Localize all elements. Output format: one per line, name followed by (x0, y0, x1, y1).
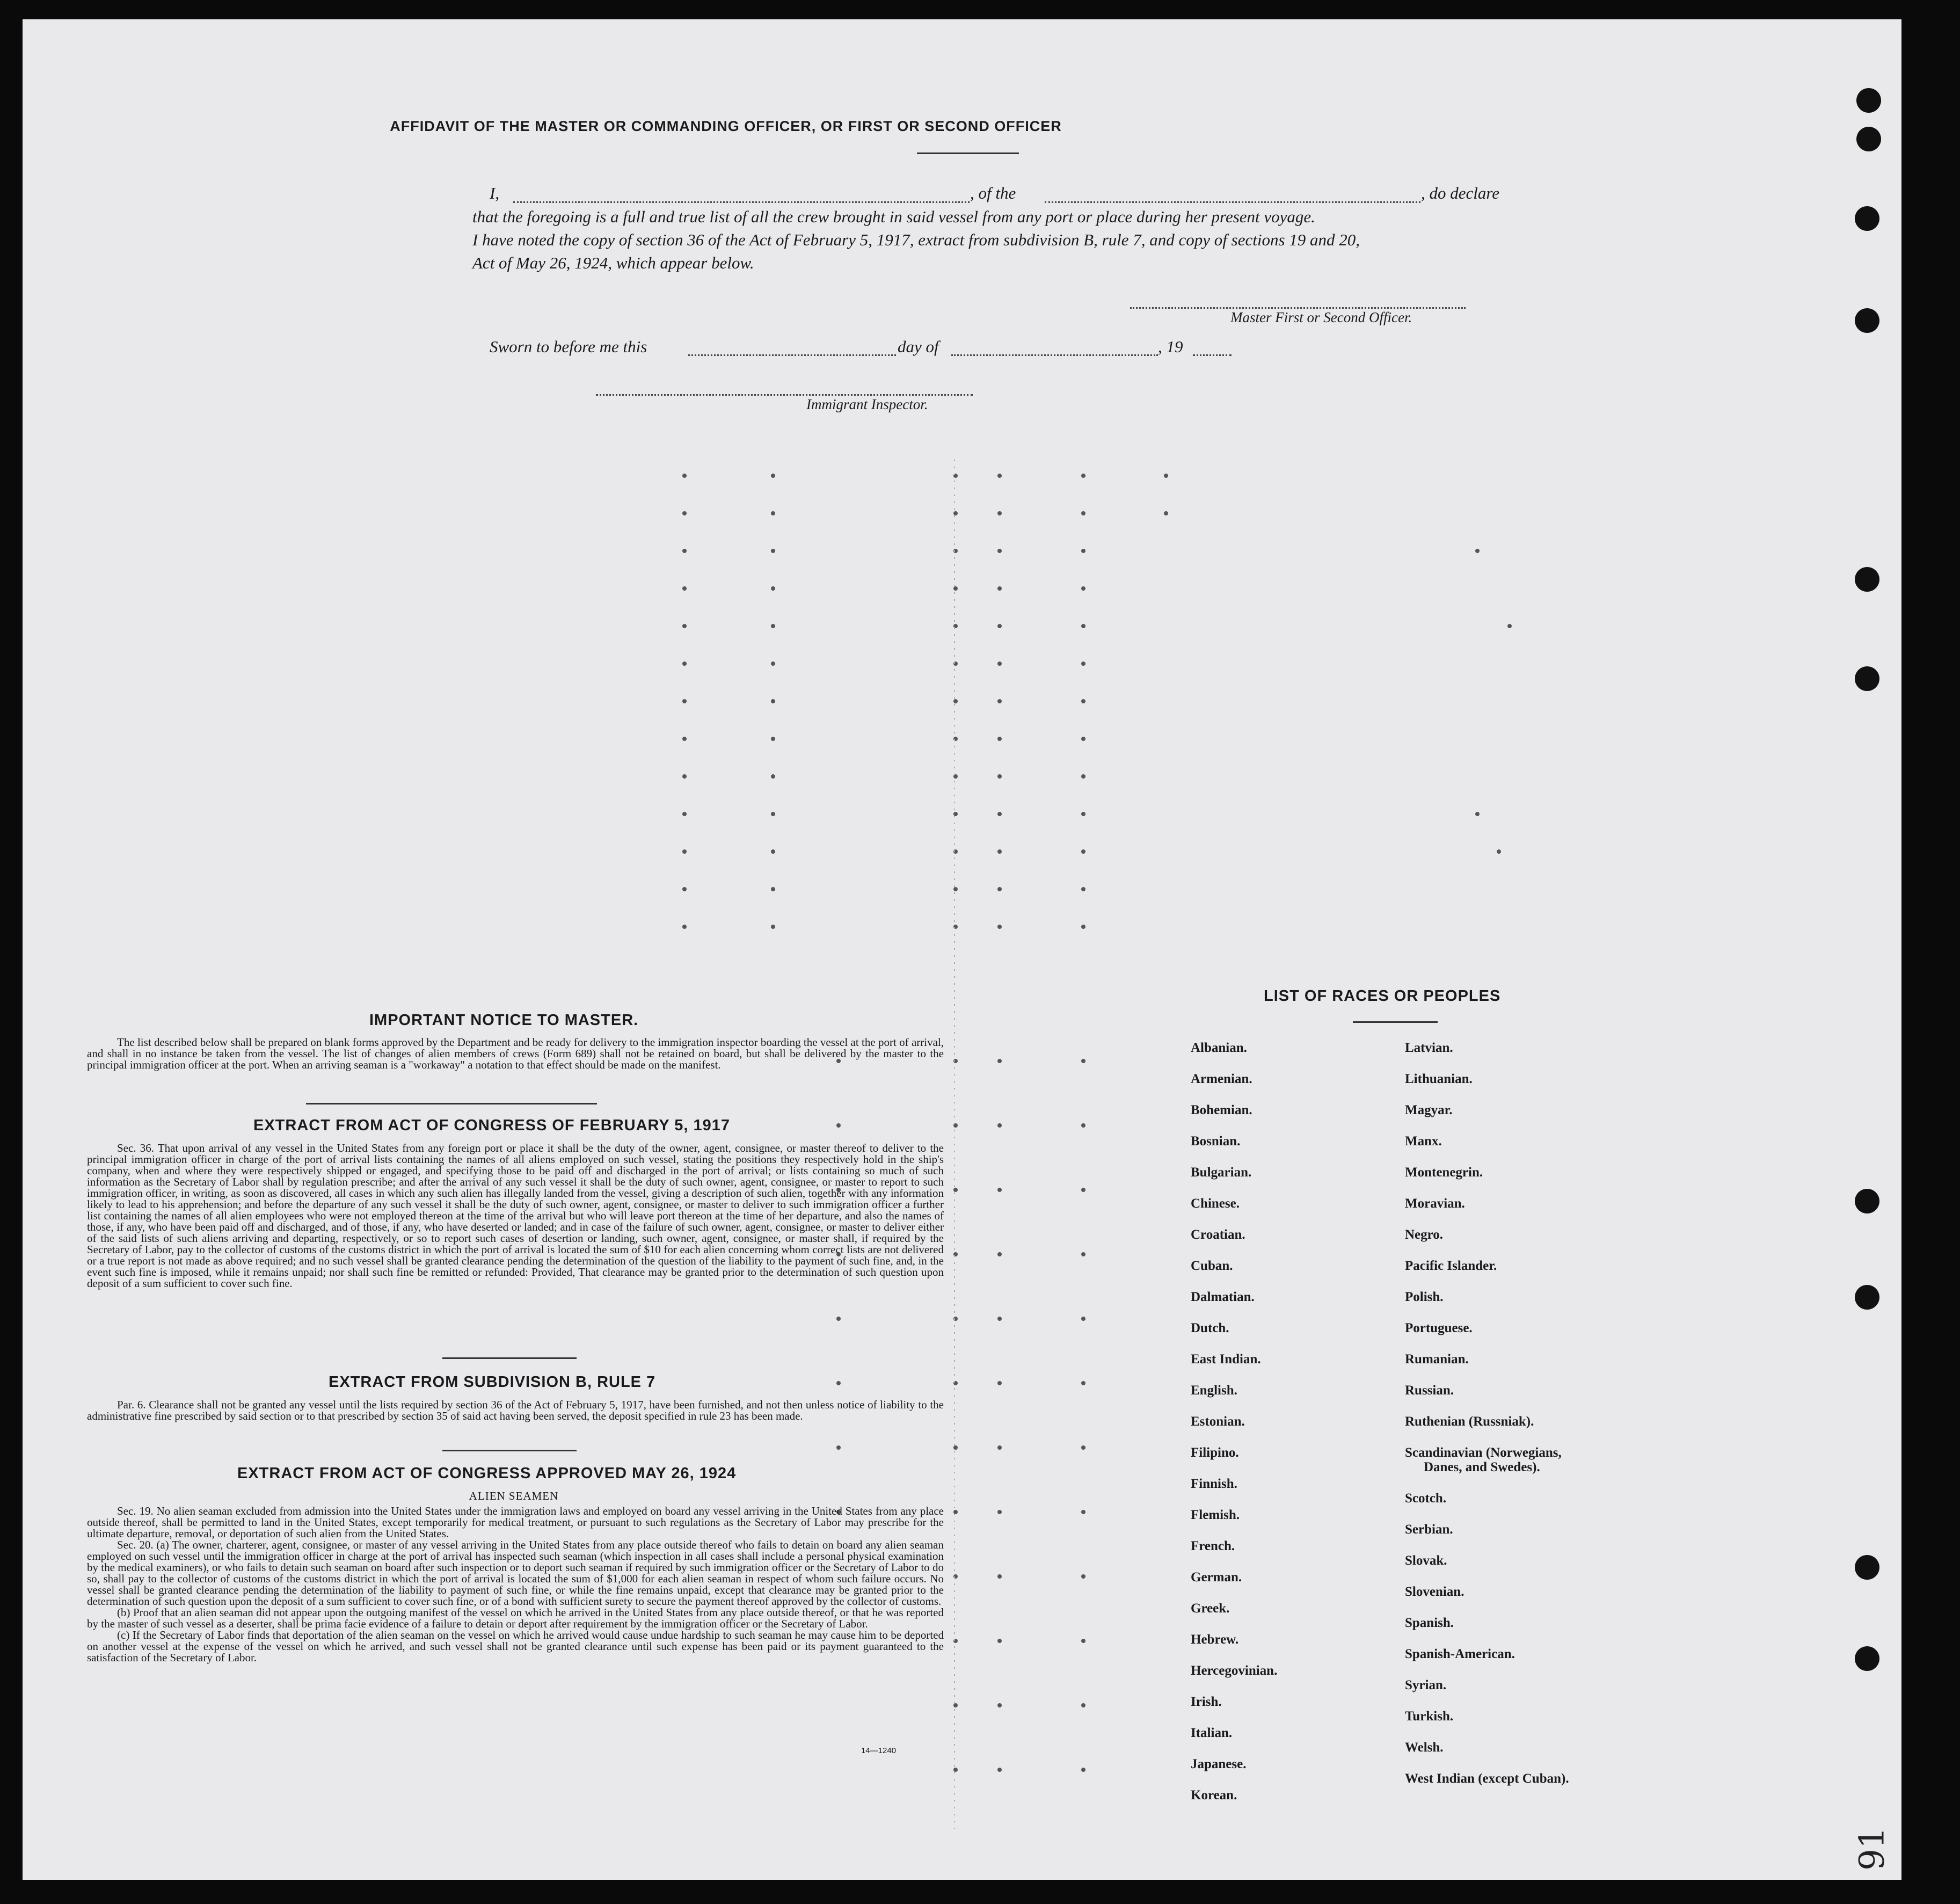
race-item: Chinese. (1191, 1196, 1240, 1211)
extract-1924-title: EXTRACT FROM ACT OF CONGRESS APPROVED MAY 26, 1924 (237, 1465, 737, 1482)
punch-hole (1855, 666, 1879, 691)
sworn-year-field[interactable] (1193, 354, 1232, 356)
race-item: West Indian (except Cuban). (1405, 1771, 1569, 1786)
race-item: Turkish. (1405, 1709, 1454, 1724)
race-item: French. (1191, 1539, 1235, 1553)
race-item: Bohemian. (1191, 1103, 1252, 1117)
inspector-signature-label: Immigrant Inspector. (806, 396, 928, 412)
race-item: Flemish. (1191, 1508, 1240, 1522)
sworn-month-field[interactable] (951, 354, 1158, 356)
race-item: Dutch. (1191, 1321, 1229, 1335)
sworn-day-field[interactable] (688, 354, 896, 356)
sec20c-text: (c) If the Secretary of Labor finds that deportation of the alien seaman on the vessel on which he arrived would cause undue hardship to such seaman he may cause him to be deported on another vessel at the expense of the vessel on which he arrived, and such vessel shall not be granted clearance until such expense has been paid or its payment guaranteed to the satisfaction of the Secretary of Labor. (87, 1629, 944, 1664)
race-item: Korean. (1191, 1788, 1237, 1803)
race-item: Montenegrin. (1405, 1165, 1483, 1180)
race-item: Negro. (1405, 1227, 1444, 1242)
sworn-label: Sworn to before me this (490, 337, 647, 356)
punch-hole (1855, 1285, 1879, 1310)
vessel-name-field[interactable] (1045, 201, 1420, 203)
margin-handwritten-number: 91 (1852, 1827, 1892, 1871)
race-item: Bosnian. (1191, 1134, 1241, 1149)
race-item: Latvian. (1405, 1041, 1453, 1055)
race-item: Slovak. (1405, 1553, 1447, 1568)
affidavit-line2: that the foregoing is a full and true list of all the crew brought in said vessel from any port or place during her present voyage. (472, 207, 1315, 226)
form-number: 14—1240 (861, 1746, 897, 1755)
affidavit-line1 (490, 184, 1520, 205)
year-label: , 19 (1158, 337, 1183, 356)
race-item: Slovenian. (1405, 1585, 1464, 1599)
race-item: Russian. (1405, 1383, 1454, 1398)
race-item: Portuguese. (1405, 1321, 1473, 1335)
race-item: Armenian. (1191, 1072, 1252, 1086)
extract-1924-subtitle: ALIEN SEAMEN (469, 1489, 559, 1502)
punch-hole (1855, 1189, 1879, 1213)
race-item: English. (1191, 1383, 1237, 1398)
rule7-title: EXTRACT FROM SUBDIVISION B, RULE 7 (329, 1374, 656, 1391)
race-item: Estonian. (1191, 1414, 1245, 1429)
of-the-label: , of the (970, 184, 1016, 202)
race-item: Moravian. (1405, 1196, 1465, 1211)
punch-hole (1856, 127, 1881, 151)
race-item: Albanian. (1191, 1041, 1247, 1055)
race-item: Filipino. (1191, 1445, 1239, 1460)
races-divider (1353, 1021, 1438, 1023)
sworn-line (490, 337, 1295, 359)
sec20a-text: Sec. 20. (a) The owner, charterer, agent, consignee, or master of any vessel arriving in the United States from any place outside thereof who fails to detain on board any alien seaman employed on such vessel until the immigration officer in charge at the port of arrival has inspected such seaman (which inspection in all cases shall include a personal physical examination by the medical examiners), or who fails to detain such seaman on board after such inspection or to deport such seaman if required by such immigration officer or the Secretary of Labor to do so, shall pay to the collector of customs of the customs district in which the port of arrival is located the sum of $1,000 for each alien seaman in respect of whom such failure occurs. No vessel shall be granted clearance pending the determination of the liability to payment of such fine, or while the fine remains unpaid, except that clearance may be granted prior to the determination of such question upon the deposit of a sum sufficient to cover such fine, or of a bond with sufficient surety to secure the payment thereof approved by the collector of customs. (87, 1538, 944, 1608)
race-item: Bulgarian. (1191, 1165, 1252, 1180)
declarant-name-field[interactable] (513, 201, 970, 203)
punch-hole (1855, 1555, 1879, 1580)
notice-body: The list described below shall be prepared on blank forms approved by the Department and be ready for delivery to the immigration inspector boarding the vessel at the port of arrival, and shall in no instance be taken from the vessel. The list of changes of alien members of crews (Form 689) shall not be retained on board, but shall be delivered by the master to the principal immigration officer at the port. When an arriving seaman is a "workaway" a notation to that effect should be made on the manifest. (87, 1036, 944, 1071)
affidavit-line3: I have noted the copy of section 36 of the Act of February 5, 1917, extract from subdivision B, rule 7, and copy of sections 19 and 20, (472, 230, 1360, 249)
race-item: Greek. (1191, 1601, 1230, 1616)
race-item: Hebrew. (1191, 1632, 1239, 1647)
race-item: Spanish. (1405, 1616, 1454, 1630)
extract-1917-body: Sec. 36. That upon arrival of any vessel in the United States from any foreign port or place it shall be the duty of the owner, agent, consignee, or master thereof to deliver to the principal immigration officer in charge of the port of arrival lists containing the names of all aliens employed on such vessel, stating the positions they respectively hold in the ship's company, when and where they were respectively shipped or engaged, and specifying those to be paid off and discharged in the port of arrival; or lists containing so much of such information as the Secretary of Labor shall by regulation prescribe; and after the arrival of any such vessel it shall be the duty of such owner, agent, consignee, or master to report to such immigration officer, in writing, as soon as discovered, all cases in which any such alien has illegally landed from the vessel, giving a description of such alien, together with any information likely to lead to his apprehension; and before the departure of any such vessel it shall be the duty of such owner, agent, consignee, or master to deliver to such immigration officer a further list containing the names of all alien employees who were not employed thereon at the time of the arrival but who will leave port thereon at the time of her departure, and also the names of those, if any, who have been paid off and discharged, and of those, if any, who have deserted or landed; and in case of the failure of such owner, agent, consignee, or master to deliver either of the said lists of such aliens arriving and departing, respectively, or so to report such cases of desertion or landing, such owner, agent, consignee, or master shall, if required by the Secretary of Labor, pay to the collector of customs of the customs district in which the port of arrival is located the sum of $10 for each alien concerning whom correct lists are not delivered or a true report is not made as above required; and no such vessel shall be granted clearance pending the determination of the question of the liability to the payment of such fine, and, in the event such fine is imposed, while it remains unpaid; nor shall such fine be remitted or refunded: Provided, That clearance may be granted prior to the determination of such question upon deposit of a sum sufficient to cover such fine. (87, 1142, 944, 1290)
document-page (23, 19, 1901, 1880)
race-item: Spanish-American. (1405, 1647, 1515, 1661)
race-item: Finnish. (1191, 1477, 1237, 1491)
day-of-label: day of (898, 337, 939, 356)
rule7-body: Par. 6. Clearance shall not be granted any vessel until the lists required by section 36 of the Act of February 5, 1917, have been furnished, and not then unless notice of liability to the administrative fine prescribed by said section or to that prescribed by section 35 of said act having been served, the deposit specified in rule 23 has been made. (87, 1398, 944, 1422)
do-declare-label: , do declare (1421, 184, 1500, 202)
affidavit-title: AFFIDAVIT OF THE MASTER OR COMMANDING OFFICER, OR FIRST OR SECOND OFFICER (390, 118, 1062, 134)
punch-hole (1855, 567, 1879, 592)
notice-divider (306, 1103, 597, 1104)
extract-1924-body (87, 1506, 944, 1663)
race-item: Japanese. (1191, 1757, 1247, 1771)
sec20b-text: (b) Proof that an alien seaman did not appear upon the outgoing manifest of the vessel on which he arrived in the United States from any place outside thereof, or that he was reported by the master of such vessel as a deserter, shall be prima facie evidence of a failure to detain or deport after requirement by the immigration officer or the Secretary of Labor. (87, 1606, 944, 1630)
race-item: Magyar. (1405, 1103, 1453, 1117)
race-item: Serbian. (1405, 1522, 1453, 1537)
race-item: Italian. (1191, 1726, 1233, 1740)
race-item: East Indian. (1191, 1352, 1261, 1367)
rule7-divider (442, 1450, 577, 1451)
race-item: Hercegovinian. (1191, 1663, 1278, 1678)
race-item: Scotch. (1405, 1491, 1447, 1506)
race-item: Lithuanian. (1405, 1072, 1473, 1086)
race-item: Syrian. (1405, 1678, 1447, 1692)
race-item: Cuban. (1191, 1259, 1233, 1273)
race-item: Dalmatian. (1191, 1290, 1255, 1304)
race-item: Irish. (1191, 1695, 1222, 1709)
race-item: Welsh. (1405, 1740, 1444, 1755)
punch-hole (1855, 308, 1879, 333)
race-item: Pacific Islander. (1405, 1259, 1497, 1273)
notice-title: IMPORTANT NOTICE TO MASTER. (369, 1012, 639, 1029)
race-item: Ruthenian (Russniak). (1405, 1414, 1534, 1429)
inspector-signature-line[interactable] (596, 394, 973, 396)
sec19-text: Sec. 19. No alien seaman excluded from admission into the United States under the immigration laws and employed on board any vessel arriving in the United States from any place outside thereof, shall be permitted to land in the United States, except temporarily for medical treatment, or pursuant to such regulations as the Secretary of Labor may prescribe for the ultimate departure, removal, or deportation of such alien from the United States. (87, 1505, 944, 1540)
affidavit-line4: Act of May 26, 1924, which appear below. (472, 253, 754, 272)
punch-hole (1855, 1646, 1879, 1671)
extract-1917-divider (442, 1357, 577, 1359)
race-item: Croatian. (1191, 1227, 1245, 1242)
punch-hole (1856, 88, 1881, 113)
title-divider (917, 152, 1019, 154)
races-title: LIST OF RACES OR PEOPLES (1264, 987, 1501, 1005)
race-item: Scandinavian (Norwegians, (1405, 1445, 1562, 1460)
i-label: I, (490, 184, 500, 202)
race-item: Danes, and Swedes). (1424, 1460, 1540, 1474)
master-signature-line[interactable] (1130, 307, 1466, 309)
race-item: Rumanian. (1405, 1352, 1469, 1367)
race-item: German. (1191, 1570, 1242, 1585)
punch-hole (1855, 206, 1879, 231)
extract-1917-title: EXTRACT FROM ACT OF CONGRESS OF FEBRUARY 5, 1917 (253, 1117, 731, 1134)
race-item: Manx. (1405, 1134, 1442, 1149)
race-item: Polish. (1405, 1290, 1444, 1304)
master-signature-label: Master First or Second Officer. (1230, 309, 1412, 325)
